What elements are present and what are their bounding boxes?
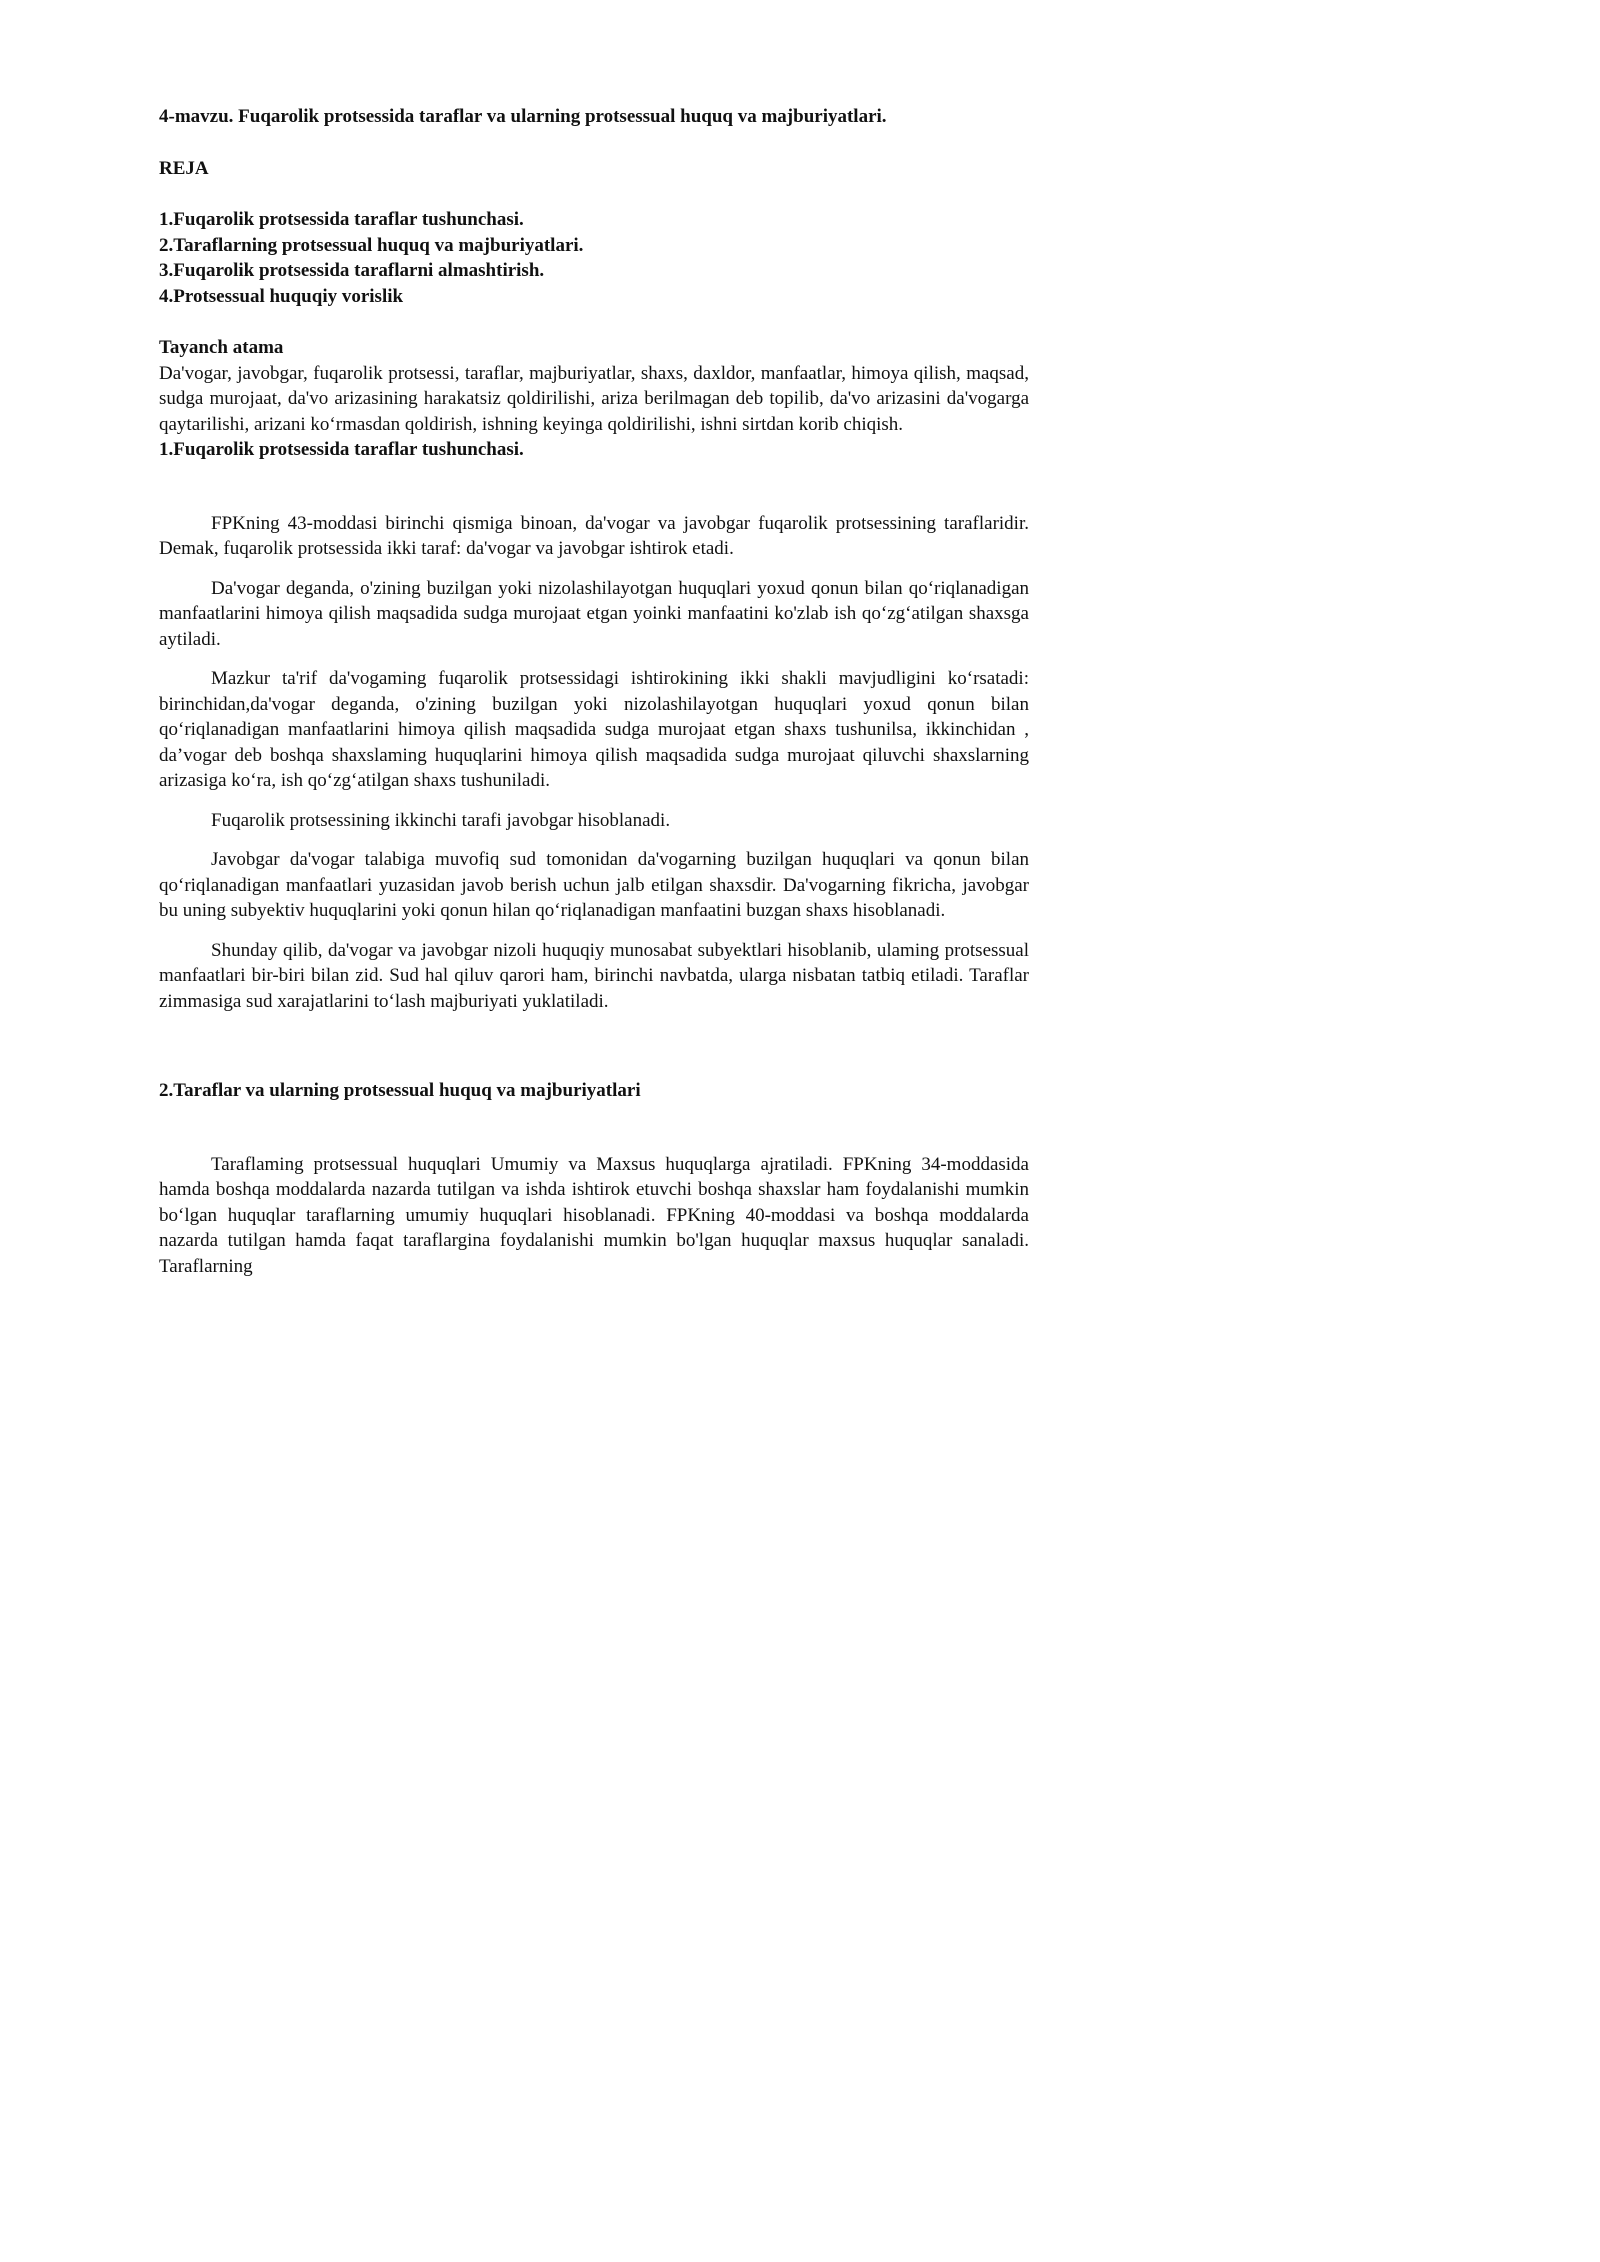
key-terms-heading: Tayanch atama	[159, 337, 284, 358]
key-terms-text: Da'vogar, javobgar, fuqarolik protsessi, taraflar, majburiyatlar, shaxs, daxldor, manfaatlar, himoya qilish, maqsad, sudga murojaat, da'vo arizasining harakatsiz qoldirilishi, ariza berilmagan deb topilib, da'vo arizasini da'vogarga qaytarilishi, arizani ko‘rmasdan qoldirish, ishning keyinga qoldirilishi, ishni sirtdan korib chiqish.	[159, 362, 1029, 435]
document-title: 4-mavzu. Fuqarolik protsessida taraflar va ularning protsessual huquq va majburiyatlari.	[159, 106, 887, 127]
plan-item: 4.Protsessual huquqiy vorislik	[159, 285, 404, 307]
section-1-paragraph: Javobgar da'vogar talabiga muvofiq sud tomonidan da'vogarning buzilgan huquqlari va qonun bilan qo‘riqlanadigan manfaatlari yuzasidan javob berish uchun jalb etilgan shaxsdir. Da'vogarning fikricha, javobgar bu uning subyektiv huquqlarini yoki qonun hilan qo‘riqlanadigan manfaatini buzgan shaxs hisoblanadi.	[159, 849, 1029, 921]
plan-item: 2.Taraflarning protsessual huquq va majburiyatlari.	[159, 234, 584, 256]
section-1-heading: 1.Fuqarolik protsessida taraflar tushunchasi.	[159, 439, 524, 460]
document-page	[159, 104, 1029, 1293]
section-1-paragraph: Fuqarolik protsessining ikkinchi tarafi javobgar hisoblanadi.	[211, 809, 671, 831]
section-1-paragraph: Mazkur ta'rif da'vogaming fuqarolik protsessidagi ishtirokining ikki shakli mavjudligini ko‘rsatadi: birinchidan,da'vogar deganda, o'zining buzilgan yoki nizolashilayotgan huquqlari yoxud qonun bilan qo‘riqlanadigan manfaatlarini himoya qilish maqsadida sudga murojaat etgan shaxs tushunilsa, ikkinchidan , da’vogar deb boshqa shaxslaming huquqlarini himoya qilish maqsadida sudga murojaat qiluvchi shaxslarning arizasiga ko‘ra, ish qo‘zg‘atilgan shaxs tushuniladi.	[159, 668, 1029, 791]
section-1-paragraph: Shunday qilib, da'vogar va javobgar nizoli huquqiy munosabat subyektlari hisoblanib, ulaming protsessual manfaatlari bir-biri bilan zid. Sud hal qiluv qarori ham, birinchi navbatda, ularga nisbatan tatbiq etiladi. Taraflar zimmasiga sud xarajatlarini to‘lash majburiyati yuklatiladi.	[159, 939, 1029, 1012]
section-1-paragraph: FPKning 43-moddasi birinchi qismiga binoan, da'vogar va javobgar fuqarolik protsessining taraflaridir. Demak, fuqarolik protsessida ikki taraf: da'vogar va javobgar ishtirok etadi.	[159, 512, 1029, 559]
section-1-paragraph: Da'vogar deganda, o'zining buzilgan yoki nizolashilayotgan huquqlari yoxud qonun bilan qo‘riqlanadigan manfaatlarini himoya qilish maqsadida sudga murojaat etgan yoinki manfaatini ko'zlab ish qo‘zg‘atilgan shaxsga aytiladi.	[159, 577, 1029, 650]
section-2-heading: 2.Taraflar va ularning protsessual huquq va majburiyatlari	[159, 1080, 641, 1101]
section-2-paragraph: Taraflaming protsessual huquqlari Umumiy va Maxsus huquqlarga ajratiladi. FPKning 34-moddasida hamda boshqa moddalarda nazarda tutilgan va ishda ishtirok etuvchi boshqa shaxslar ham foydalanishi mumkin bo‘lgan huquqlar taraflarning umumiy huquqlari hisoblanadi. FPKning 40-moddasi va boshqa moddalarda nazarda tutilgan hamda faqat taraflargina foydalanishi mumkin bo'lgan huquqlar maxsus huquqlar sanaladi. Taraflarning	[159, 1153, 1029, 1277]
plan-item: 3.Fuqarolik protsessida taraflarni almashtirish.	[159, 260, 545, 281]
plan-heading: REJA	[159, 157, 209, 179]
plan-item: 1.Fuqarolik protsessida taraflar tushunchasi.	[159, 209, 524, 230]
plan-list	[159, 207, 1029, 309]
